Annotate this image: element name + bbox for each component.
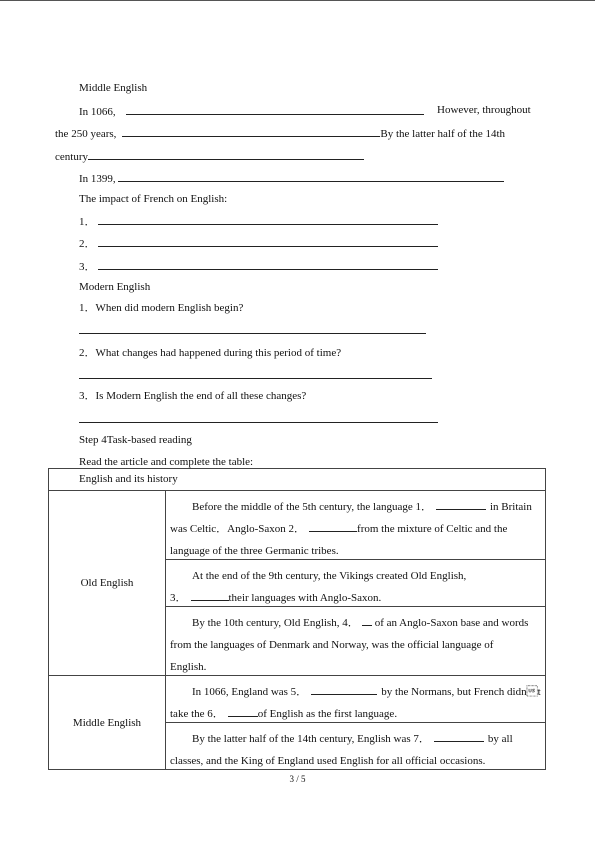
answer-blank[interactable] (126, 103, 424, 115)
era-label-middle-english: Middle English (49, 676, 166, 770)
modern-question-2: 2．What changes had happened during this period of time? (79, 347, 342, 359)
cell-text (166, 676, 545, 722)
text-fragment: from the languages of Denmark and Norway, was the official language of (170, 639, 494, 651)
table-cell (166, 676, 546, 723)
modern-question-1: 1．When did modern English begin? (79, 302, 244, 314)
answer-line-q3[interactable] (79, 411, 438, 423)
middle-english-line-3 (55, 148, 364, 164)
step4-heading: Step 4Task-based reading (79, 434, 192, 446)
answer-blank[interactable] (98, 235, 438, 247)
cell-text (166, 723, 545, 769)
cell-text (166, 491, 545, 559)
table-header-row (49, 469, 546, 491)
answer-blank[interactable] (98, 213, 438, 225)
text-fragment: of an Anglo-Saxon base and words (374, 617, 529, 629)
text-fragment: their languages with Anglo-Saxon. (228, 592, 382, 604)
text-fragment: from the mixture of Celtic and the (357, 523, 508, 535)
text-fragment: In 1399, (79, 173, 116, 185)
impact-heading: The impact of French on English: (79, 193, 228, 205)
table-header: English and its history (49, 469, 546, 491)
text-fragment: In 1066, (79, 106, 116, 118)
answer-line-q1[interactable] (79, 322, 426, 334)
text-fragment: in Britain (490, 501, 532, 513)
text-fragment: By the latter half of the 14th (380, 128, 506, 140)
text-fragment: classes, and the King of England used English for all official occasions. (170, 755, 486, 767)
text-fragment: language of the three Germanic tribes. (170, 545, 339, 557)
text-fragment: by all (487, 733, 513, 745)
header-rule (0, 0, 595, 1)
text-fragment: take the 6． (170, 708, 224, 720)
table-row (49, 491, 546, 560)
answer-blank-4[interactable] (362, 614, 372, 626)
table-row (49, 676, 546, 723)
item-number: 2． (79, 238, 96, 250)
answer-blank-1[interactable] (436, 498, 486, 510)
text-fragment: In 1066, England was 5． (192, 686, 308, 698)
impact-item-3 (79, 258, 438, 274)
middle-english-line-2 (55, 125, 505, 141)
section-heading-modern-english: Modern English (79, 281, 151, 293)
text-fragment: At the end of the 9th century, the Vikings created Old English, (192, 570, 467, 582)
table-cell (166, 560, 546, 607)
text-fragment: English. (170, 661, 207, 673)
answer-blank-5[interactable] (311, 683, 377, 695)
middle-english-line-4 (79, 170, 504, 186)
answer-blank[interactable] (98, 258, 438, 270)
table-cell (166, 723, 546, 770)
impact-item-1 (79, 213, 438, 229)
middle-english-line-1-end: However, throughout (437, 104, 531, 116)
cell-text (166, 607, 545, 675)
text-fragment: century (55, 151, 88, 163)
page-number: 3 / 5 (289, 774, 306, 784)
item-number: 3． (79, 261, 96, 273)
history-table (48, 468, 546, 770)
text-fragment: the 250 years, (55, 128, 117, 140)
answer-blank-6[interactable] (228, 705, 258, 717)
text-fragment: of English as the first language. (257, 708, 398, 720)
text-fragment: By the 10th century, Old English, 4． (192, 617, 359, 629)
text-fragment: by the Normans, but French didn t (381, 686, 541, 698)
table-cell (166, 491, 546, 560)
item-number: 1． (79, 216, 96, 228)
era-label-old-english: Old English (49, 491, 166, 676)
answer-blank[interactable] (118, 170, 504, 182)
text-fragment: was Celtic．Anglo-Saxon 2． (170, 523, 306, 535)
answer-blank[interactable] (88, 148, 364, 160)
middle-english-line-1 (79, 103, 424, 119)
modern-question-3: 3．Is Modern English the end of all these changes? (79, 390, 307, 402)
text-fragment: 3． (170, 592, 187, 604)
text-fragment: Before the middle of the 5th century, the language 1． (192, 501, 432, 513)
answer-blank-2[interactable] (309, 520, 357, 532)
answer-blank-7[interactable] (434, 730, 484, 742)
answer-blank-3[interactable] (191, 589, 229, 601)
answer-blank[interactable] (122, 125, 380, 137)
text-fragment: By the latter half of the 14th century, English was 7． (192, 733, 430, 745)
cell-text (166, 560, 545, 606)
section-heading-middle-english: Middle English (79, 82, 148, 94)
answer-line-q2[interactable] (79, 367, 432, 379)
table-cell (166, 607, 546, 676)
impact-item-2 (79, 235, 438, 251)
step4-instruction: Read the article and complete the table: (79, 456, 254, 468)
